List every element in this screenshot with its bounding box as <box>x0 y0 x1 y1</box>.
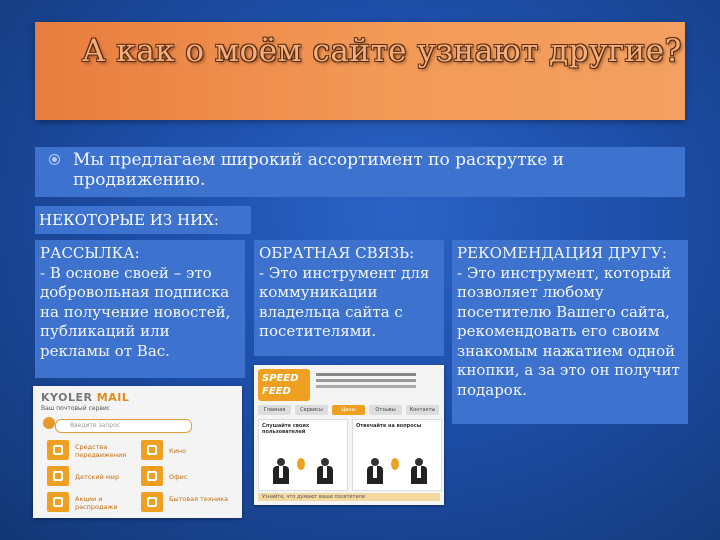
slide-title: А как о моём сайте узнают другие? <box>82 33 682 69</box>
column-text: - Это инструмент, который позволяет любому посетителю Вашего сайта, рекомендовать его своим знакомым нажатием одной кнопки, а за это он получит подарок. <box>457 263 680 399</box>
bullet-text: Мы предлагаем широкий ассортимент по раскрутке и продвижению. <box>73 150 564 190</box>
kyoler-mail-screenshot <box>33 386 242 518</box>
car-icon <box>47 440 69 460</box>
speedfeed-panel: Слушайте своих пользователей <box>258 419 348 491</box>
film-icon <box>141 440 163 460</box>
column-text: - Это инструмент для коммуникации владельца сайта с посетителями. <box>259 263 430 340</box>
bullet-icon <box>49 154 60 165</box>
column-heading: ОБРАТНАЯ СВЯЗЬ: <box>259 244 415 262</box>
subheading: НЕКОТОРЫЕ ИЗ НИХ: <box>35 206 251 234</box>
speedfeed-header-text <box>316 373 416 376</box>
person-icon <box>273 458 289 484</box>
child-icon <box>47 466 69 486</box>
kyoler-row: Средства передвижения Кино <box>41 440 231 464</box>
bullet-box <box>35 147 685 197</box>
kyoler-search: Введите запрос <box>55 419 192 433</box>
speedfeed-panel: Отвечайте на вопросы <box>352 419 442 491</box>
search-icon <box>43 417 55 429</box>
nav-item: Цены <box>332 405 365 415</box>
sale-icon <box>47 492 69 512</box>
person-icon <box>367 458 383 484</box>
column-text: - В основе своей – это добровольная подписка на получение новостей, публикаций или рекламы от Вас. <box>40 263 231 360</box>
appliance-icon <box>141 492 163 512</box>
nav-item: Главная <box>258 405 291 415</box>
signal-icon <box>297 458 305 470</box>
kyoler-tagline: Ваш почтовый сервис <box>41 405 111 412</box>
title-banner <box>35 22 685 120</box>
speedfeed-logo: SPEED FEED <box>258 369 310 401</box>
column-heading: РАССЫЛКА: <box>40 244 140 262</box>
column-heading: РЕКОМЕНДАЦИЯ ДРУГУ: <box>457 244 667 262</box>
signal-icon <box>391 458 399 470</box>
column-feedback <box>254 240 444 356</box>
column-newsletter <box>35 240 245 378</box>
kyoler-logo: KYOLER MAIL <box>41 391 130 404</box>
speedfeed-bottom-bar: Узнайте, что думают ваши посетители <box>258 493 440 501</box>
kyoler-row: Акции и распродажи Бытовая техника <box>41 492 231 516</box>
speedfeed-screenshot <box>254 365 444 505</box>
person-icon <box>317 458 333 484</box>
person-icon <box>411 458 427 484</box>
column-recommend <box>452 240 688 424</box>
office-icon <box>141 466 163 486</box>
speedfeed-nav <box>258 405 440 415</box>
kyoler-row: Детский мир Офис <box>41 466 231 490</box>
nav-item: Сервисы <box>295 405 328 415</box>
nav-item: Отзывы <box>369 405 402 415</box>
nav-item: Контакты <box>406 405 439 415</box>
